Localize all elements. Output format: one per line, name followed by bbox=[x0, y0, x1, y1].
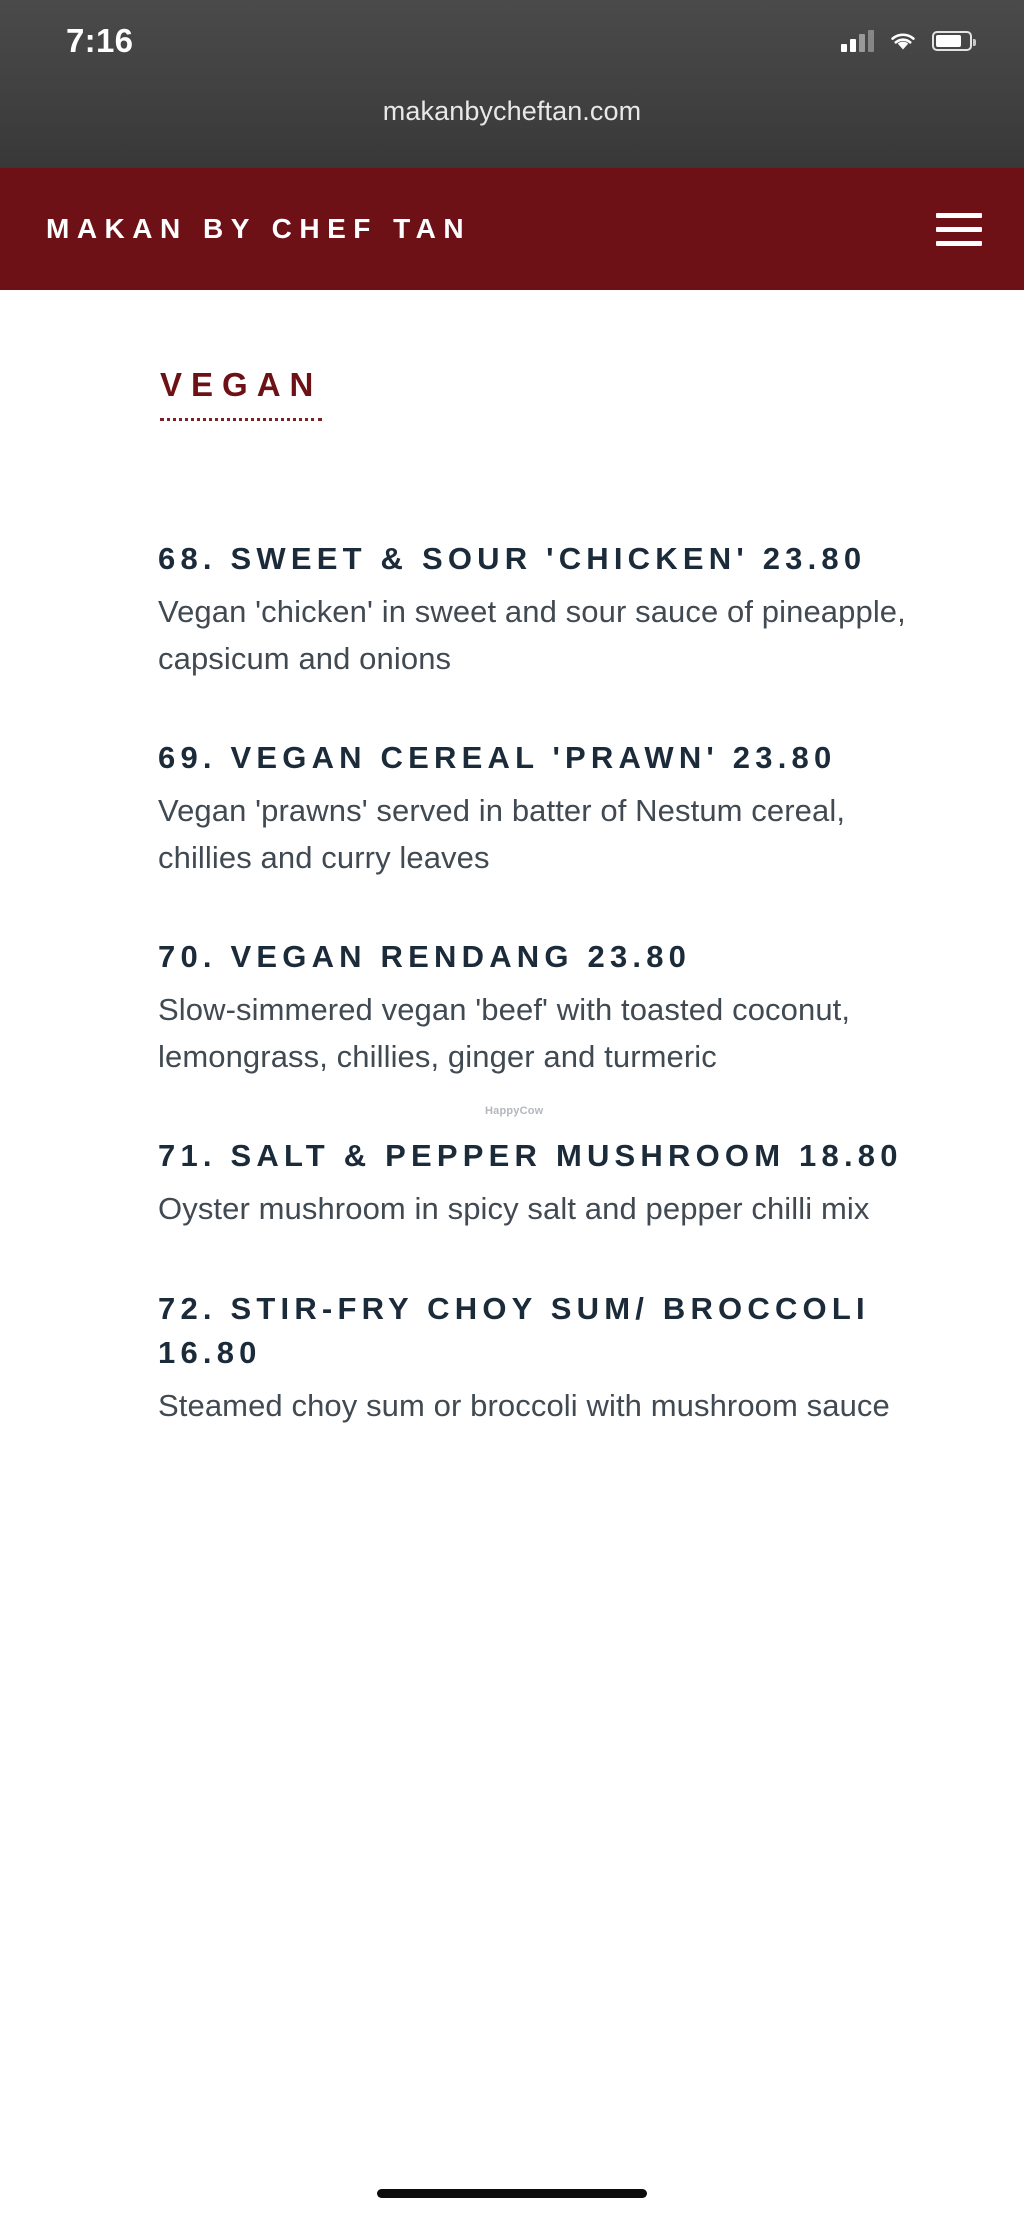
happycow-watermark: HappyCow bbox=[485, 1105, 544, 1117]
list-item bbox=[158, 1134, 924, 1233]
menu-item-title: 68. SWEET & SOUR 'CHICKEN' 23.80 bbox=[158, 541, 867, 576]
site-header bbox=[0, 168, 1024, 290]
status-bar-indicators bbox=[841, 30, 972, 52]
list-item bbox=[158, 1287, 924, 1430]
menu-item-title: 69. VEGAN CEREAL 'PRAWN' 23.80 bbox=[158, 740, 837, 776]
menu-item-title: 70. VEGAN RENDANG 23.80 bbox=[158, 939, 692, 975]
wifi-icon bbox=[888, 30, 918, 52]
page-content bbox=[0, 290, 1024, 1429]
list-item bbox=[158, 736, 924, 881]
menu-item-title: 71. SALT & PEPPER MUSHROOM 18.80 bbox=[158, 1138, 903, 1174]
page-title: VEGAN bbox=[160, 366, 322, 421]
menu-list bbox=[0, 537, 1024, 1429]
list-item bbox=[158, 935, 924, 1080]
url-bar[interactable]: makanbycheftan.com bbox=[382, 96, 642, 126]
list-item bbox=[158, 537, 924, 682]
status-bar-time: 7:16 bbox=[66, 22, 134, 59]
menu-item-description: Vegan 'prawns' served in batter of Nestum cereal, chillies and curry leaves bbox=[158, 793, 846, 875]
menu-item-description: Vegan 'chicken' in sweet and sour sauce of pineapple, capsicum and onions bbox=[158, 594, 906, 676]
site-title[interactable]: MAKAN BY CHEF TAN bbox=[46, 213, 472, 244]
status-bar bbox=[0, 0, 1024, 92]
menu-item-title: 72. STIR-FRY CHOY SUM/ BROCCOLI 16.80 bbox=[158, 1290, 870, 1370]
battery-icon bbox=[932, 31, 972, 51]
menu-item-description: Oyster mushroom in spicy salt and pepper chilli mix bbox=[158, 1191, 870, 1227]
hamburger-menu-icon[interactable] bbox=[936, 207, 982, 252]
cellular-signal-icon bbox=[841, 30, 874, 52]
menu-item-description: Steamed choy sum or broccoli with mushroom sauce bbox=[158, 1387, 890, 1423]
menu-item-description: Slow-simmered vegan 'beef' with toasted coconut, lemongrass, chillies, ginger and turmeric bbox=[158, 992, 851, 1074]
home-indicator[interactable] bbox=[377, 2189, 647, 2198]
browser-chrome bbox=[0, 0, 1024, 168]
